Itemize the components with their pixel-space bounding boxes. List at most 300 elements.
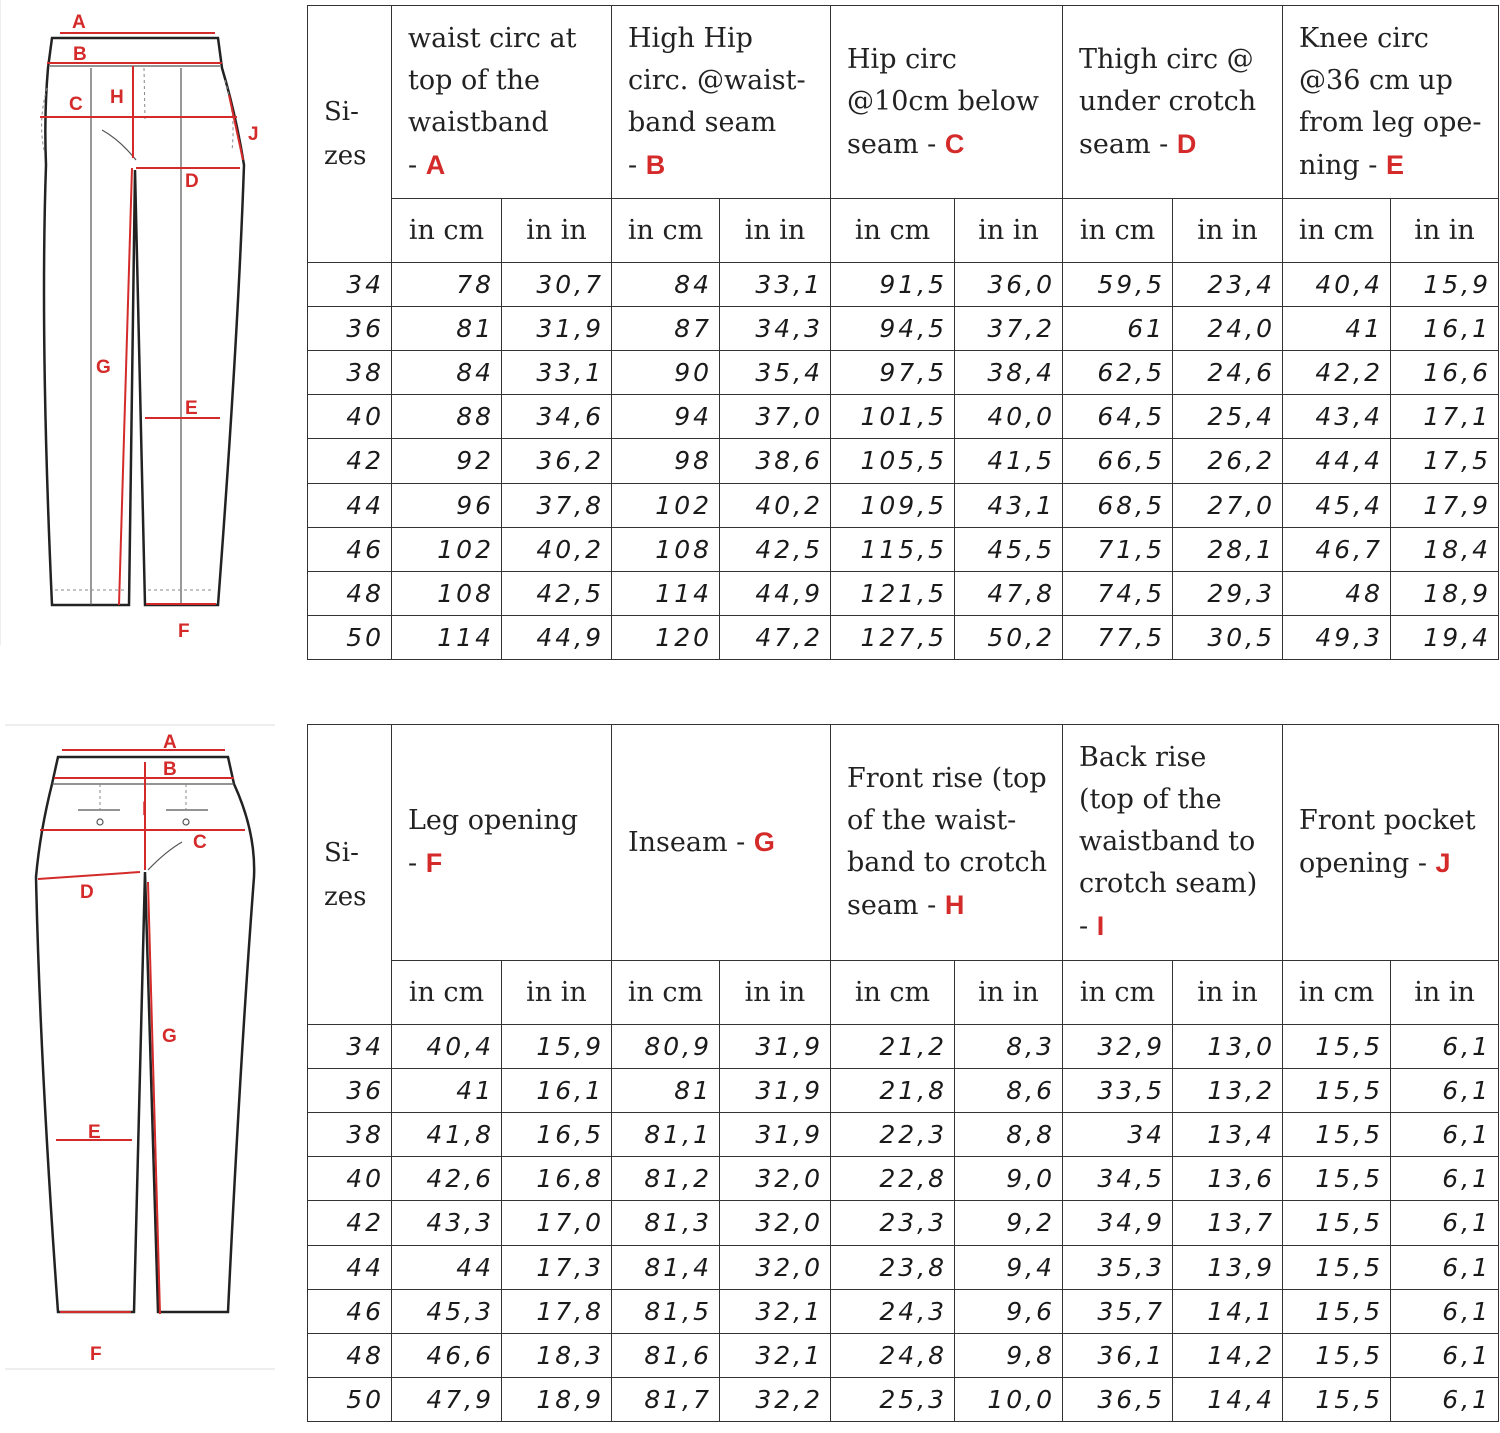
size-cell: 40 [308, 395, 392, 439]
header-line: ning - [1299, 149, 1387, 181]
value-cell: 81,2 [612, 1157, 720, 1201]
column-header-h [831, 725, 1063, 961]
header-line: Thigh circ @ [1079, 43, 1254, 75]
value-cell: 14,2 [1173, 1333, 1283, 1377]
value-cell: 30,7 [502, 263, 612, 307]
unit-header: in cm [612, 961, 720, 1025]
value-cell: 42,6 [392, 1157, 502, 1201]
unit-header: in cm [1063, 961, 1173, 1025]
sizes-header: Si- zes [308, 6, 392, 263]
value-cell: 46,7 [1283, 527, 1391, 571]
label-e-back: E [88, 1122, 101, 1143]
value-cell: 33,5 [1063, 1069, 1173, 1113]
header-line: Hip circ [847, 43, 957, 75]
value-cell: 108 [392, 571, 502, 615]
label-e: E [185, 398, 198, 419]
value-cell: 91,5 [831, 263, 955, 307]
value-cell: 32,0 [720, 1245, 831, 1289]
header-line: band seam [628, 106, 777, 138]
value-cell: 81,1 [612, 1113, 720, 1157]
value-cell: 18,9 [1391, 571, 1499, 615]
value-cell: 88 [392, 395, 502, 439]
value-cell: 44,9 [720, 571, 831, 615]
header-line: - [408, 848, 426, 879]
unit-header: in in [1173, 961, 1283, 1025]
header-line: circ. @waist- [628, 64, 806, 96]
value-cell: 8,3 [955, 1025, 1063, 1069]
value-cell: 41,8 [392, 1113, 502, 1157]
header-line: - [1079, 911, 1097, 942]
value-cell: 32,0 [720, 1201, 831, 1245]
label-b-back: B [163, 759, 177, 780]
value-cell: 18,9 [502, 1377, 612, 1421]
value-cell: 115,5 [831, 527, 955, 571]
size-table-upper [307, 5, 1499, 660]
header-line: seam - [1079, 128, 1177, 160]
value-cell: 77,5 [1063, 615, 1173, 659]
value-cell: 81,5 [612, 1289, 720, 1333]
table-row [308, 1069, 1499, 1113]
value-cell: 49,3 [1283, 615, 1391, 659]
header-line: from leg ope- [1299, 106, 1482, 138]
label-f-back: F [90, 1344, 102, 1365]
size-cell: 48 [308, 1333, 392, 1377]
size-cell: 50 [308, 1377, 392, 1421]
value-cell: 59,5 [1063, 263, 1173, 307]
value-cell: 15,5 [1283, 1377, 1391, 1421]
value-cell: 45,3 [392, 1289, 502, 1333]
value-cell: 127,5 [831, 615, 955, 659]
label-h: H [110, 87, 124, 108]
value-cell: 15,5 [1283, 1289, 1391, 1333]
header-row [308, 6, 1499, 199]
unit-row [308, 199, 1499, 263]
value-cell: 81,3 [612, 1201, 720, 1245]
value-cell: 80,9 [612, 1025, 720, 1069]
value-cell: 120 [612, 615, 720, 659]
value-cell: 41 [392, 1069, 502, 1113]
header-line: waist circ at [408, 22, 577, 54]
header-line: @10cm below [847, 85, 1039, 117]
table-row [308, 1025, 1499, 1069]
value-cell: 36,1 [1063, 1333, 1173, 1377]
size-cell: 44 [308, 483, 392, 527]
value-cell: 31,9 [502, 307, 612, 351]
value-cell: 25,4 [1173, 395, 1283, 439]
value-cell: 14,4 [1173, 1377, 1283, 1421]
value-cell: 81,4 [612, 1245, 720, 1289]
value-cell: 21,8 [831, 1069, 955, 1113]
value-cell: 68,5 [1063, 483, 1173, 527]
value-cell: 23,4 [1173, 263, 1283, 307]
value-cell: 34,5 [1063, 1157, 1173, 1201]
unit-header: in cm [831, 199, 955, 263]
sizes-header: Si- zes [308, 725, 392, 1025]
value-cell: 47,2 [720, 615, 831, 659]
value-cell: 33,1 [502, 351, 612, 395]
value-cell: 8,6 [955, 1069, 1063, 1113]
size-cell: 34 [308, 263, 392, 307]
value-cell: 23,3 [831, 1201, 955, 1245]
value-cell: 17,9 [1391, 483, 1499, 527]
value-cell: 78 [392, 263, 502, 307]
value-cell: 16,1 [1391, 307, 1499, 351]
value-cell: 50,2 [955, 615, 1063, 659]
size-cell: 44 [308, 1245, 392, 1289]
value-cell: 32,0 [720, 1157, 831, 1201]
header-line: Knee circ [1299, 22, 1429, 54]
unit-header: in in [1391, 961, 1499, 1025]
label-f: F [178, 621, 190, 642]
value-cell: 36,0 [955, 263, 1063, 307]
value-cell: 25,3 [831, 1377, 955, 1421]
value-cell: 84 [612, 263, 720, 307]
size-cell: 46 [308, 1289, 392, 1333]
value-cell: 8,8 [955, 1113, 1063, 1157]
header-line: - [408, 149, 426, 181]
value-cell: 108 [612, 527, 720, 571]
value-cell: 10,0 [955, 1377, 1063, 1421]
value-cell: 37,8 [502, 483, 612, 527]
column-header-g [612, 725, 831, 961]
value-cell: 31,9 [720, 1069, 831, 1113]
size-cell: 36 [308, 1069, 392, 1113]
value-cell: 46,6 [392, 1333, 502, 1377]
value-cell: 24,0 [1173, 307, 1283, 351]
header-line: Front rise (top [847, 763, 1047, 794]
table-row [308, 1289, 1499, 1333]
value-cell: 43,1 [955, 483, 1063, 527]
header-line: Back rise [1079, 742, 1207, 773]
column-header-d [1063, 6, 1283, 199]
table-row [308, 439, 1499, 483]
value-cell: 81,7 [612, 1377, 720, 1421]
value-cell: 22,8 [831, 1157, 955, 1201]
column-header-c [831, 6, 1063, 199]
value-cell: 15,5 [1283, 1113, 1391, 1157]
value-cell: 45,5 [955, 527, 1063, 571]
value-cell: 15,9 [502, 1025, 612, 1069]
header-line: of the waist- [847, 805, 1017, 836]
label-d: D [185, 171, 199, 192]
value-cell: 15,5 [1283, 1157, 1391, 1201]
unit-header: in cm [1283, 199, 1391, 263]
header-line: top of the [408, 64, 541, 96]
value-cell: 105,5 [831, 439, 955, 483]
unit-header: in in [720, 199, 831, 263]
value-cell: 43,3 [392, 1201, 502, 1245]
value-cell: 6,1 [1391, 1333, 1499, 1377]
value-cell: 84 [392, 351, 502, 395]
value-cell: 61 [1063, 307, 1173, 351]
measure-letter: G [753, 827, 775, 857]
label-b: B [73, 44, 87, 65]
value-cell: 28,1 [1173, 527, 1283, 571]
value-cell: 32,1 [720, 1333, 831, 1377]
value-cell: 16,1 [502, 1069, 612, 1113]
header-line: seam - [847, 890, 945, 921]
value-cell: 13,0 [1173, 1025, 1283, 1069]
table-row [308, 307, 1499, 351]
header-line: Inseam - [628, 827, 754, 858]
value-cell: 15,5 [1283, 1025, 1391, 1069]
unit-header: in in [502, 199, 612, 263]
value-cell: 47,8 [955, 571, 1063, 615]
unit-header: in in [955, 199, 1063, 263]
unit-header: in cm [1063, 199, 1173, 263]
label-a-back: A [163, 732, 177, 753]
value-cell: 66,5 [1063, 439, 1173, 483]
label-d-back: D [80, 882, 94, 903]
value-cell: 96 [392, 483, 502, 527]
value-cell: 43,4 [1283, 395, 1391, 439]
value-cell: 48 [1283, 571, 1391, 615]
value-cell: 18,3 [502, 1333, 612, 1377]
unit-header: in in [955, 961, 1063, 1025]
header-line: waistband [408, 106, 549, 138]
value-cell: 27,0 [1173, 483, 1283, 527]
value-cell: 17,1 [1391, 395, 1499, 439]
value-cell: 42,2 [1283, 351, 1391, 395]
value-cell: 41 [1283, 307, 1391, 351]
value-cell: 33,1 [720, 263, 831, 307]
value-cell: 121,5 [831, 571, 955, 615]
column-header-j [1283, 725, 1499, 961]
size-cell: 40 [308, 1157, 392, 1201]
table-row [308, 1201, 1499, 1245]
value-cell: 24,3 [831, 1289, 955, 1333]
size-table-lower [307, 724, 1499, 1422]
value-cell: 15,9 [1391, 263, 1499, 307]
value-cell: 30,5 [1173, 615, 1283, 659]
value-cell: 13,9 [1173, 1245, 1283, 1289]
value-cell: 35,4 [720, 351, 831, 395]
value-cell: 34 [1063, 1113, 1173, 1157]
value-cell: 81,6 [612, 1333, 720, 1377]
size-cell: 50 [308, 615, 392, 659]
value-cell: 114 [612, 571, 720, 615]
label-g: G [96, 357, 111, 378]
value-cell: 62,5 [1063, 351, 1173, 395]
value-cell: 81 [612, 1069, 720, 1113]
value-cell: 31,9 [720, 1113, 831, 1157]
value-cell: 37,0 [720, 395, 831, 439]
unit-row [308, 961, 1499, 1025]
value-cell: 17,8 [502, 1289, 612, 1333]
column-header-a [392, 6, 612, 199]
size-cell: 38 [308, 1113, 392, 1157]
header-line: Leg opening [408, 805, 578, 836]
value-cell: 42,5 [502, 571, 612, 615]
value-cell: 35,7 [1063, 1289, 1173, 1333]
table-body [308, 263, 1499, 660]
header-line: (top of the [1079, 784, 1222, 815]
measure-letter: J [1435, 848, 1451, 878]
front-view-diagram [0, 0, 275, 650]
label-j: J [248, 124, 259, 145]
value-cell: 64,5 [1063, 395, 1173, 439]
value-cell: 13,6 [1173, 1157, 1283, 1201]
value-cell: 6,1 [1391, 1157, 1499, 1201]
table-row [308, 263, 1499, 307]
value-cell: 71,5 [1063, 527, 1173, 571]
value-cell: 35,3 [1063, 1245, 1173, 1289]
value-cell: 29,3 [1173, 571, 1283, 615]
value-cell: 13,4 [1173, 1113, 1283, 1157]
value-cell: 15,5 [1283, 1245, 1391, 1289]
value-cell: 44,9 [502, 615, 612, 659]
value-cell: 16,6 [1391, 351, 1499, 395]
value-cell: 102 [612, 483, 720, 527]
table-row [308, 395, 1499, 439]
header-line: opening - [1299, 848, 1436, 879]
unit-header: in cm [612, 199, 720, 263]
header-line: High Hip [628, 22, 753, 54]
value-cell: 40,0 [955, 395, 1063, 439]
table-row [308, 1333, 1499, 1377]
unit-header: in in [720, 961, 831, 1025]
value-cell: 34,6 [502, 395, 612, 439]
size-cell: 42 [308, 1201, 392, 1245]
value-cell: 36,2 [502, 439, 612, 483]
label-c-back: C [193, 832, 207, 853]
value-cell: 37,2 [955, 307, 1063, 351]
size-cell: 42 [308, 439, 392, 483]
value-cell: 17,5 [1391, 439, 1499, 483]
value-cell: 24,8 [831, 1333, 955, 1377]
value-cell: 26,2 [1173, 439, 1283, 483]
value-cell: 24,6 [1173, 351, 1283, 395]
value-cell: 13,7 [1173, 1201, 1283, 1245]
value-cell: 47,9 [392, 1377, 502, 1421]
value-cell: 41,5 [955, 439, 1063, 483]
size-cell: 34 [308, 1025, 392, 1069]
value-cell: 31,9 [720, 1025, 831, 1069]
value-cell: 40,4 [1283, 263, 1391, 307]
value-cell: 6,1 [1391, 1377, 1499, 1421]
measure-letter: A [425, 149, 446, 180]
value-cell: 40,2 [502, 527, 612, 571]
value-cell: 38,4 [955, 351, 1063, 395]
value-cell: 114 [392, 615, 502, 659]
value-cell: 6,1 [1391, 1069, 1499, 1113]
value-cell: 74,5 [1063, 571, 1173, 615]
size-cell: 46 [308, 527, 392, 571]
size-cell: 38 [308, 351, 392, 395]
value-cell: 6,1 [1391, 1245, 1499, 1289]
size-cell: 36 [308, 307, 392, 351]
table-row [308, 1245, 1499, 1289]
value-cell: 101,5 [831, 395, 955, 439]
header-line: band to crotch [847, 847, 1047, 878]
value-cell: 32,9 [1063, 1025, 1173, 1069]
value-cell: 81 [392, 307, 502, 351]
value-cell: 9,2 [955, 1201, 1063, 1245]
unit-header: in cm [392, 199, 502, 263]
value-cell: 94,5 [831, 307, 955, 351]
value-cell: 14,1 [1173, 1289, 1283, 1333]
value-cell: 16,5 [502, 1113, 612, 1157]
value-cell: 18,4 [1391, 527, 1499, 571]
value-cell: 17,3 [502, 1245, 612, 1289]
trouser-outline [44, 38, 244, 605]
value-cell: 32,2 [720, 1377, 831, 1421]
table-row [308, 1113, 1499, 1157]
value-cell: 34,9 [1063, 1201, 1173, 1245]
value-cell: 38,6 [720, 439, 831, 483]
header-line: crotch seam) [1079, 868, 1258, 899]
value-cell: 40,4 [392, 1025, 502, 1069]
header-line: @36 cm up [1299, 64, 1453, 96]
value-cell: 21,2 [831, 1025, 955, 1069]
value-cell: 22,3 [831, 1113, 955, 1157]
value-cell: 36,5 [1063, 1377, 1173, 1421]
value-cell: 87 [612, 307, 720, 351]
header-line: waistband to [1079, 826, 1256, 857]
header-line: Front pocket [1299, 805, 1476, 836]
value-cell: 9,8 [955, 1333, 1063, 1377]
measure-letter: C [944, 128, 965, 159]
table-row [308, 527, 1499, 571]
value-cell: 97,5 [831, 351, 955, 395]
value-cell: 6,1 [1391, 1025, 1499, 1069]
header-line: seam - [847, 128, 945, 160]
value-cell: 17,0 [502, 1201, 612, 1245]
column-header-b [612, 6, 831, 199]
value-cell: 15,5 [1283, 1333, 1391, 1377]
value-cell: 23,8 [831, 1245, 955, 1289]
value-cell: 92 [392, 439, 502, 483]
header-row [308, 725, 1499, 961]
value-cell: 109,5 [831, 483, 955, 527]
measure-letter: I [1096, 911, 1105, 941]
measure-letter: D [1176, 128, 1197, 159]
value-cell: 19,4 [1391, 615, 1499, 659]
value-cell: 94 [612, 395, 720, 439]
measure-letter: E [1386, 149, 1405, 180]
unit-header: in cm [1283, 961, 1391, 1025]
unit-header: in in [502, 961, 612, 1025]
column-header-f [392, 725, 612, 961]
column-header-i [1063, 725, 1283, 961]
column-header-e [1283, 6, 1499, 199]
label-a: A [72, 12, 86, 33]
value-cell: 13,2 [1173, 1069, 1283, 1113]
table-row [308, 1157, 1499, 1201]
value-cell: 6,1 [1391, 1289, 1499, 1333]
table-row [308, 483, 1499, 527]
value-cell: 6,1 [1391, 1201, 1499, 1245]
value-cell: 32,1 [720, 1289, 831, 1333]
measure-letter: B [645, 149, 666, 180]
value-cell: 98 [612, 439, 720, 483]
value-cell: 90 [612, 351, 720, 395]
value-cell: 45,4 [1283, 483, 1391, 527]
header-line: - [628, 149, 646, 181]
label-g-back: G [162, 1026, 177, 1047]
value-cell: 16,8 [502, 1157, 612, 1201]
value-cell: 44 [392, 1245, 502, 1289]
unit-header: in cm [831, 961, 955, 1025]
value-cell: 15,5 [1283, 1069, 1391, 1113]
value-cell: 9,4 [955, 1245, 1063, 1289]
table-row [308, 351, 1499, 395]
label-c: C [69, 94, 83, 115]
table-body [308, 1025, 1499, 1422]
value-cell: 9,0 [955, 1157, 1063, 1201]
value-cell: 34,3 [720, 307, 831, 351]
back-view-diagram [0, 722, 275, 1372]
